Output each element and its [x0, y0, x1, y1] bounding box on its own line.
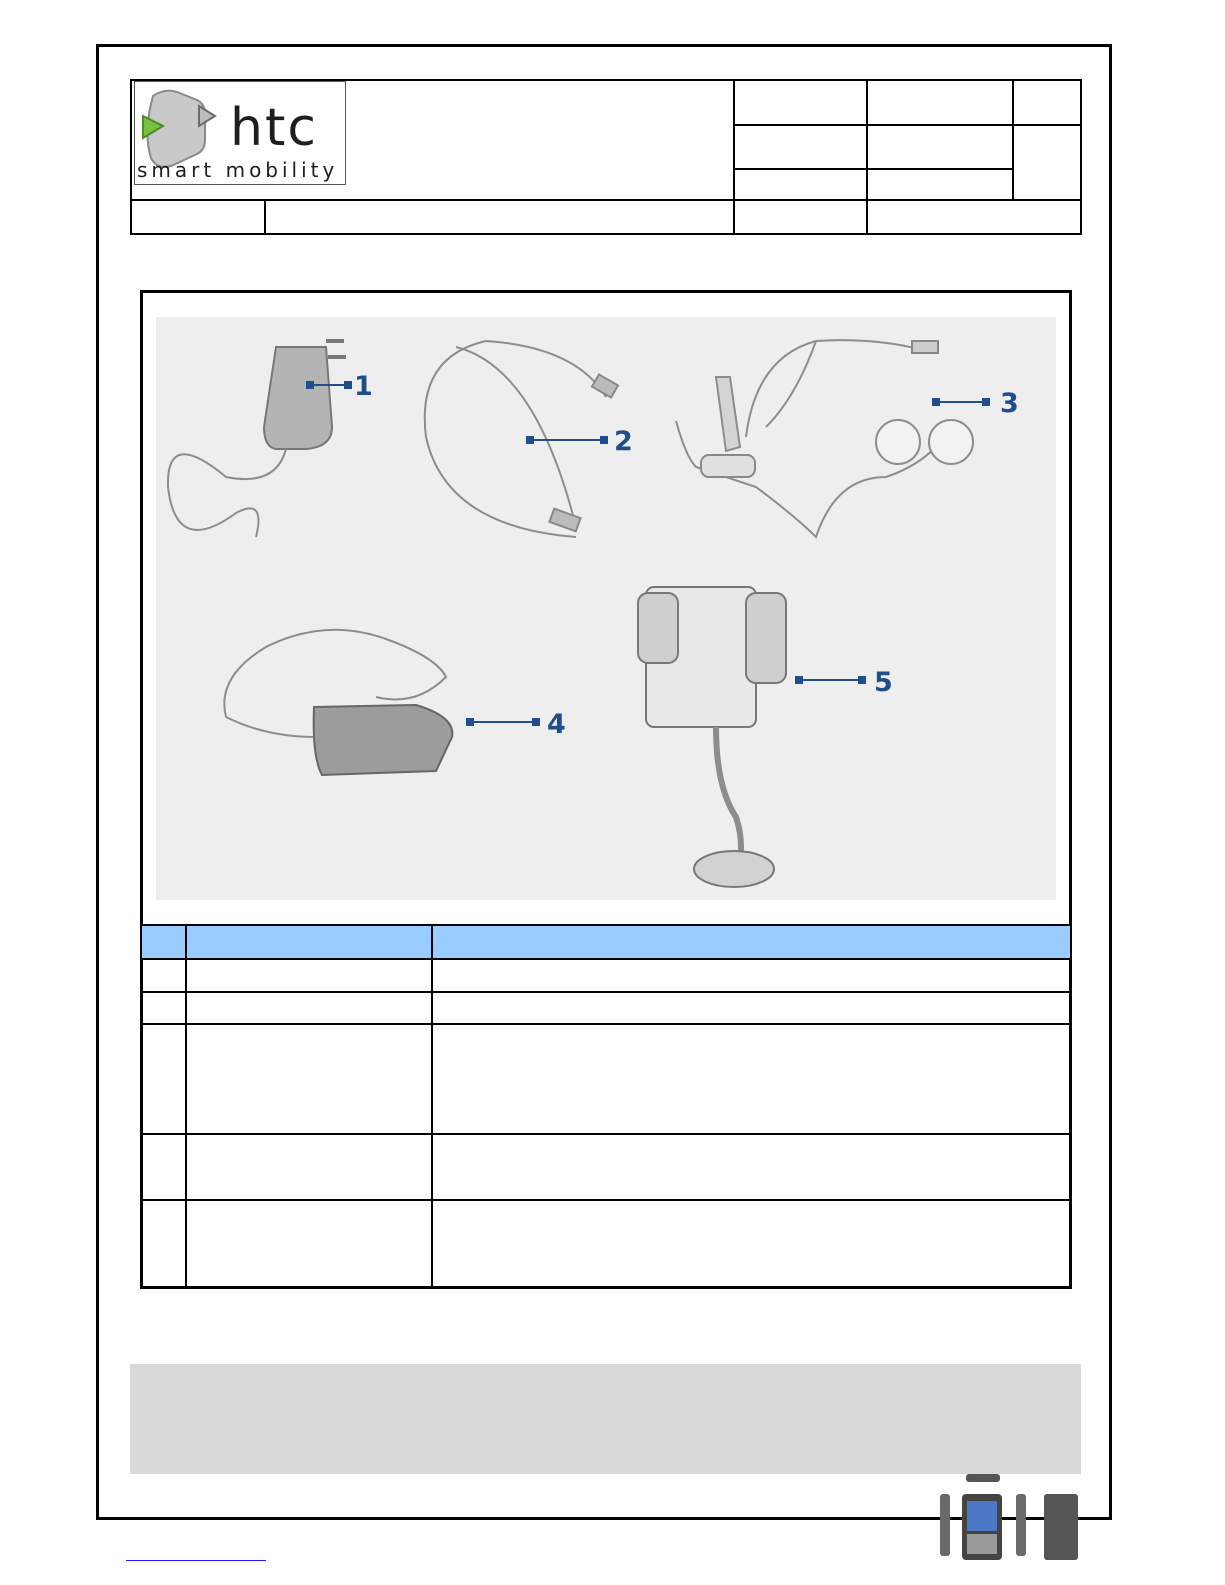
callout-3: 3 — [1000, 388, 1019, 419]
header-divider — [264, 200, 266, 235]
spec-row-divider — [142, 1133, 1070, 1135]
spec-row-divider — [142, 991, 1070, 993]
spec-row-divider — [142, 1023, 1070, 1025]
header-divider — [733, 168, 1014, 170]
accessories-illustration — [156, 317, 1056, 900]
spec-row-divider — [142, 1199, 1070, 1201]
spec-table-header — [142, 925, 1070, 958]
callout-1: 1 — [354, 371, 373, 402]
header-divider — [866, 79, 868, 235]
callout-2: 2 — [614, 426, 633, 457]
callout-5: 5 — [874, 667, 893, 698]
logo-tagline: smart mobility — [137, 158, 339, 182]
logo-wordmark: htc — [230, 98, 318, 158]
header-divider — [130, 199, 1082, 201]
header-divider — [733, 79, 735, 235]
callout-4: 4 — [547, 709, 566, 740]
header-divider — [733, 124, 1082, 126]
header-divider — [1012, 79, 1014, 200]
accessories-photo — [156, 317, 1056, 900]
note-box — [130, 1364, 1081, 1474]
spec-col-divider — [431, 924, 433, 1288]
footer-link-underline[interactable] — [126, 1560, 266, 1561]
spec-row-divider — [142, 958, 1070, 960]
spec-col-divider — [185, 924, 187, 1288]
spec-row-divider — [142, 924, 1070, 926]
device-views-icon — [936, 1474, 1086, 1566]
